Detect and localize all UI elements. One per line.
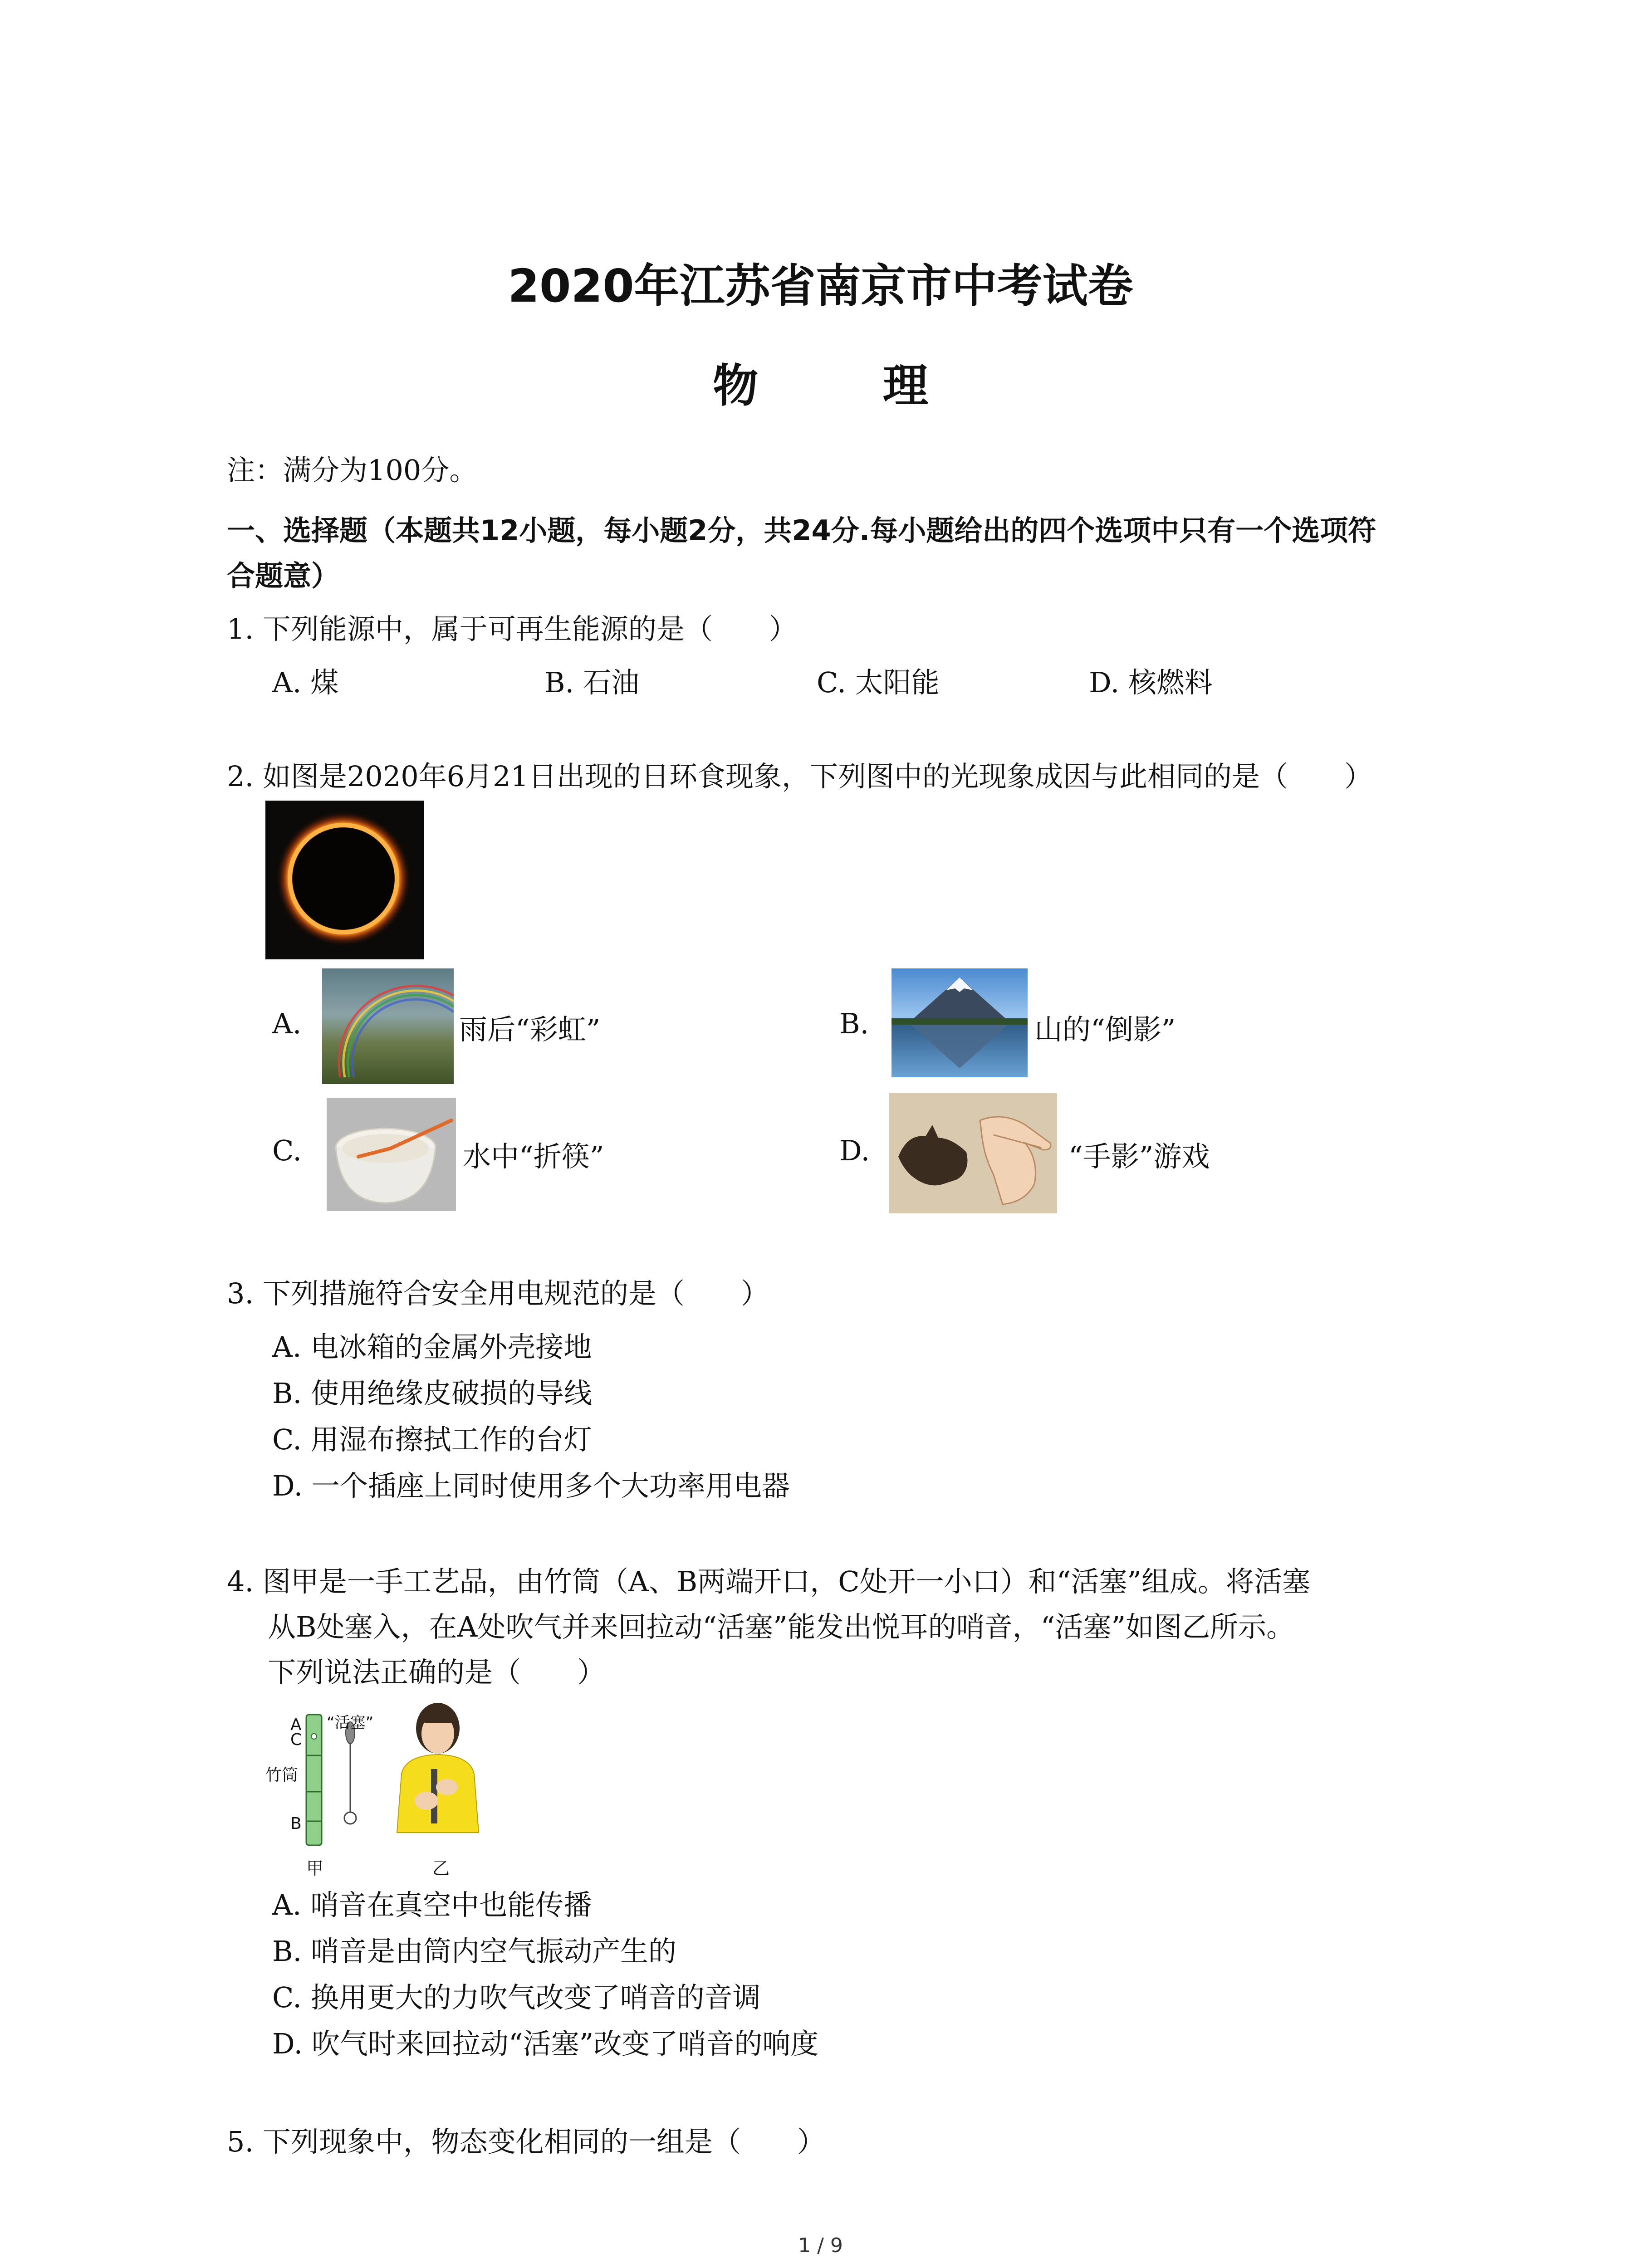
score-note: 注：满分为100分。 bbox=[227, 454, 478, 487]
q2-option-b-letter: B. bbox=[839, 1007, 869, 1040]
eclipse-image bbox=[265, 801, 424, 959]
hand-shadow-image bbox=[889, 1093, 1057, 1213]
label-b: B bbox=[290, 1814, 302, 1833]
q3-option-d: D. 一个插座上同时使用多个大功率用电器 bbox=[272, 1469, 790, 1502]
q1-option-a: A. 煤 bbox=[272, 666, 339, 699]
q2-option-a-text: 雨后“彩虹” bbox=[459, 1013, 601, 1046]
q3-option-c: C. 用湿布擦拭工作的台灯 bbox=[272, 1423, 592, 1456]
page-number: 1 / 9 bbox=[798, 2234, 843, 2257]
bowl-chopstick-image bbox=[327, 1098, 456, 1211]
subject-title: 物 理 bbox=[713, 359, 983, 412]
q4-stem-line3: 下列说法正确的是（ ） bbox=[268, 1656, 606, 1689]
q1-stem: 1. 下列能源中，属于可再生能源的是（ ） bbox=[227, 612, 797, 645]
label-tube: 竹筒 bbox=[265, 1766, 299, 1784]
q2-option-d-letter: D. bbox=[839, 1134, 870, 1167]
q4-option-a: A. 哨音在真空中也能传播 bbox=[272, 1888, 592, 1921]
q4-option-b: B. 哨音是由筒内空气振动产生的 bbox=[272, 1935, 676, 1968]
q1-option-d: D. 核燃料 bbox=[1089, 666, 1213, 699]
section-heading-line2: 合题意） bbox=[227, 559, 340, 592]
bamboo-whistle-figure bbox=[265, 1710, 501, 1882]
label-jia: 甲 bbox=[306, 1858, 324, 1878]
q2-option-a-letter: A. bbox=[272, 1007, 302, 1040]
label-piston: “活塞” bbox=[327, 1714, 374, 1732]
q1-option-c: C. 太阳能 bbox=[817, 666, 940, 699]
q2-option-c-letter: C. bbox=[272, 1134, 302, 1167]
q1-option-b: B. 石油 bbox=[544, 666, 639, 699]
exam-title: 2020年江苏省南京市中考试卷 bbox=[508, 259, 1133, 313]
q2-option-b-text: 山的“倒影” bbox=[1034, 1013, 1176, 1046]
label-c: C bbox=[290, 1730, 302, 1749]
section-heading-line1: 一、选择题（本题共12小题，每小题2分，共24分.每小题给出的四个选项中只有一个选项符 bbox=[227, 514, 1376, 547]
q4-stem-line2: 从B处塞入，在A处吹气并来回拉动“活塞”能发出悦耳的哨音，“活塞”如图乙所示。 bbox=[268, 1610, 1295, 1643]
q4-stem-line1: 4. 图甲是一手工艺品，由竹筒（A、B两端开口，C处开一小口）和“活塞”组成。将活塞 bbox=[227, 1565, 1311, 1598]
q3-stem: 3. 下列措施符合安全用电规范的是（ ） bbox=[227, 1277, 769, 1310]
q2-option-d-text: “手影”游戏 bbox=[1068, 1140, 1210, 1173]
q3-option-b: B. 使用绝缘皮破损的导线 bbox=[272, 1377, 592, 1410]
q4-option-d: D. 吹气时来回拉动“活塞”改变了哨音的响度 bbox=[272, 2027, 819, 2060]
q5-stem: 5. 下列现象中，物态变化相同的一组是（ ） bbox=[227, 2125, 825, 2158]
rainbow-image bbox=[322, 968, 454, 1084]
q4-option-c: C. 换用更大的力吹气改变了哨音的音调 bbox=[272, 1981, 761, 2014]
mountain-reflection-image bbox=[892, 968, 1028, 1077]
label-yi: 乙 bbox=[432, 1858, 450, 1878]
q3-option-a: A. 电冰箱的金属外壳接地 bbox=[272, 1330, 592, 1364]
label-a: A bbox=[290, 1716, 302, 1734]
q2-stem: 2. 如图是2020年6月21日出现的日环食现象，下列图中的光现象成因与此相同的是（ ） bbox=[227, 760, 1372, 793]
q2-option-c-text: 水中“折筷” bbox=[463, 1140, 604, 1173]
